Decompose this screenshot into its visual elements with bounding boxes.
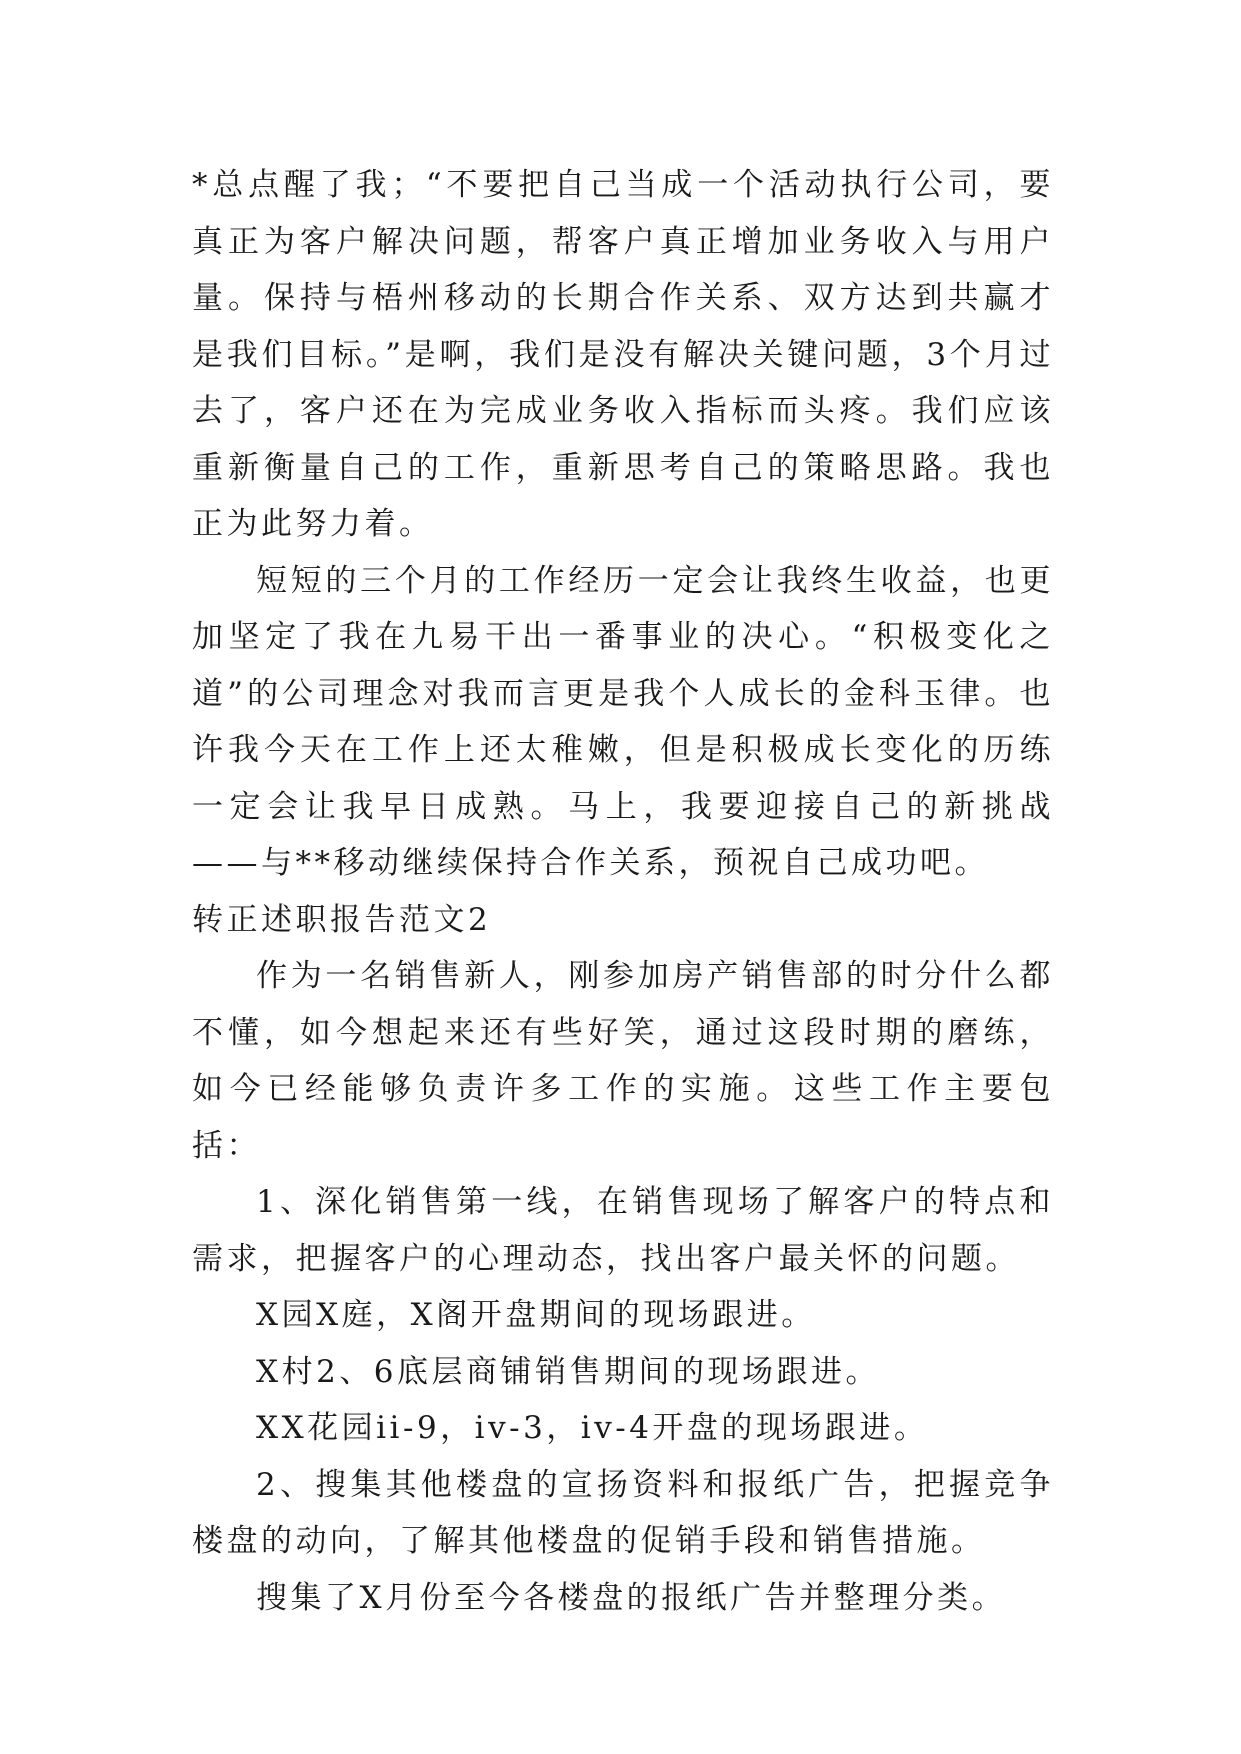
paragraph-3: 作为一名销售新人，刚参加房产销售部的时分什么都不懂，如今想起来还有些好笑，通过这段时期的磨练，如今已经能够负责许多工作的实施。这些工作主要包括： <box>192 958 1054 1164</box>
section-title: 转正述职报告范文2 <box>192 901 492 938</box>
paragraph-2: 短短的三个月的工作经历一定会让我终生收益，也更加坚定了我在九易干出一番事业的决心。“积极变化之道”的公司理念对我而言更是我个人成长的金科玉律。也许我今天在工作上还太稚嫩，但是积极成长变化的历练一定会让我早日成熟。马上，我要迎接自己的新挑战——与**移动继续保持合作关系，预祝自己成功吧。 <box>192 562 1054 881</box>
paragraph-6: X村2、6底层商铺销售期间的现场跟进。 <box>256 1353 881 1390</box>
paragraph-5: X园X庭，X阁开盘期间的现场跟进。 <box>256 1297 816 1333</box>
paragraph-7: XX花园ii-9，iv-3，iv-4开盘的现场跟进。 <box>256 1410 929 1446</box>
document-body <box>192 157 1054 1626</box>
paragraph-8: 2、搜集其他楼盘的宣扬资料和报纸广告，把握竞争楼盘的动向，了解其他楼盘的促销手段和销售措施。 <box>192 1466 1054 1559</box>
paragraph-1: *总点醒了我；“不要把自己当成一个活动执行公司，要真正为客户解决问题，帮客户真正增加业务收入与用户量。保持与梧州移动的长期合作关系、双方达到共赢才是我们目标。”是啊，我们是没有解决关键问题，3个月过去了，客户还在为完成业务收入指标而头疼。我们应该重新衡量自己的工作，重新思考自己的策略思路。我也正为此努力着。 <box>192 167 1054 542</box>
paragraph-9: 搜集了X月份至今各楼盘的报纸广告并整理分类。 <box>256 1579 1007 1616</box>
paragraph-4: 1、深化销售第一线，在销售现场了解客户的特点和需求，把握客户的心理动态，找出客户最关怀的问题。 <box>192 1184 1054 1277</box>
